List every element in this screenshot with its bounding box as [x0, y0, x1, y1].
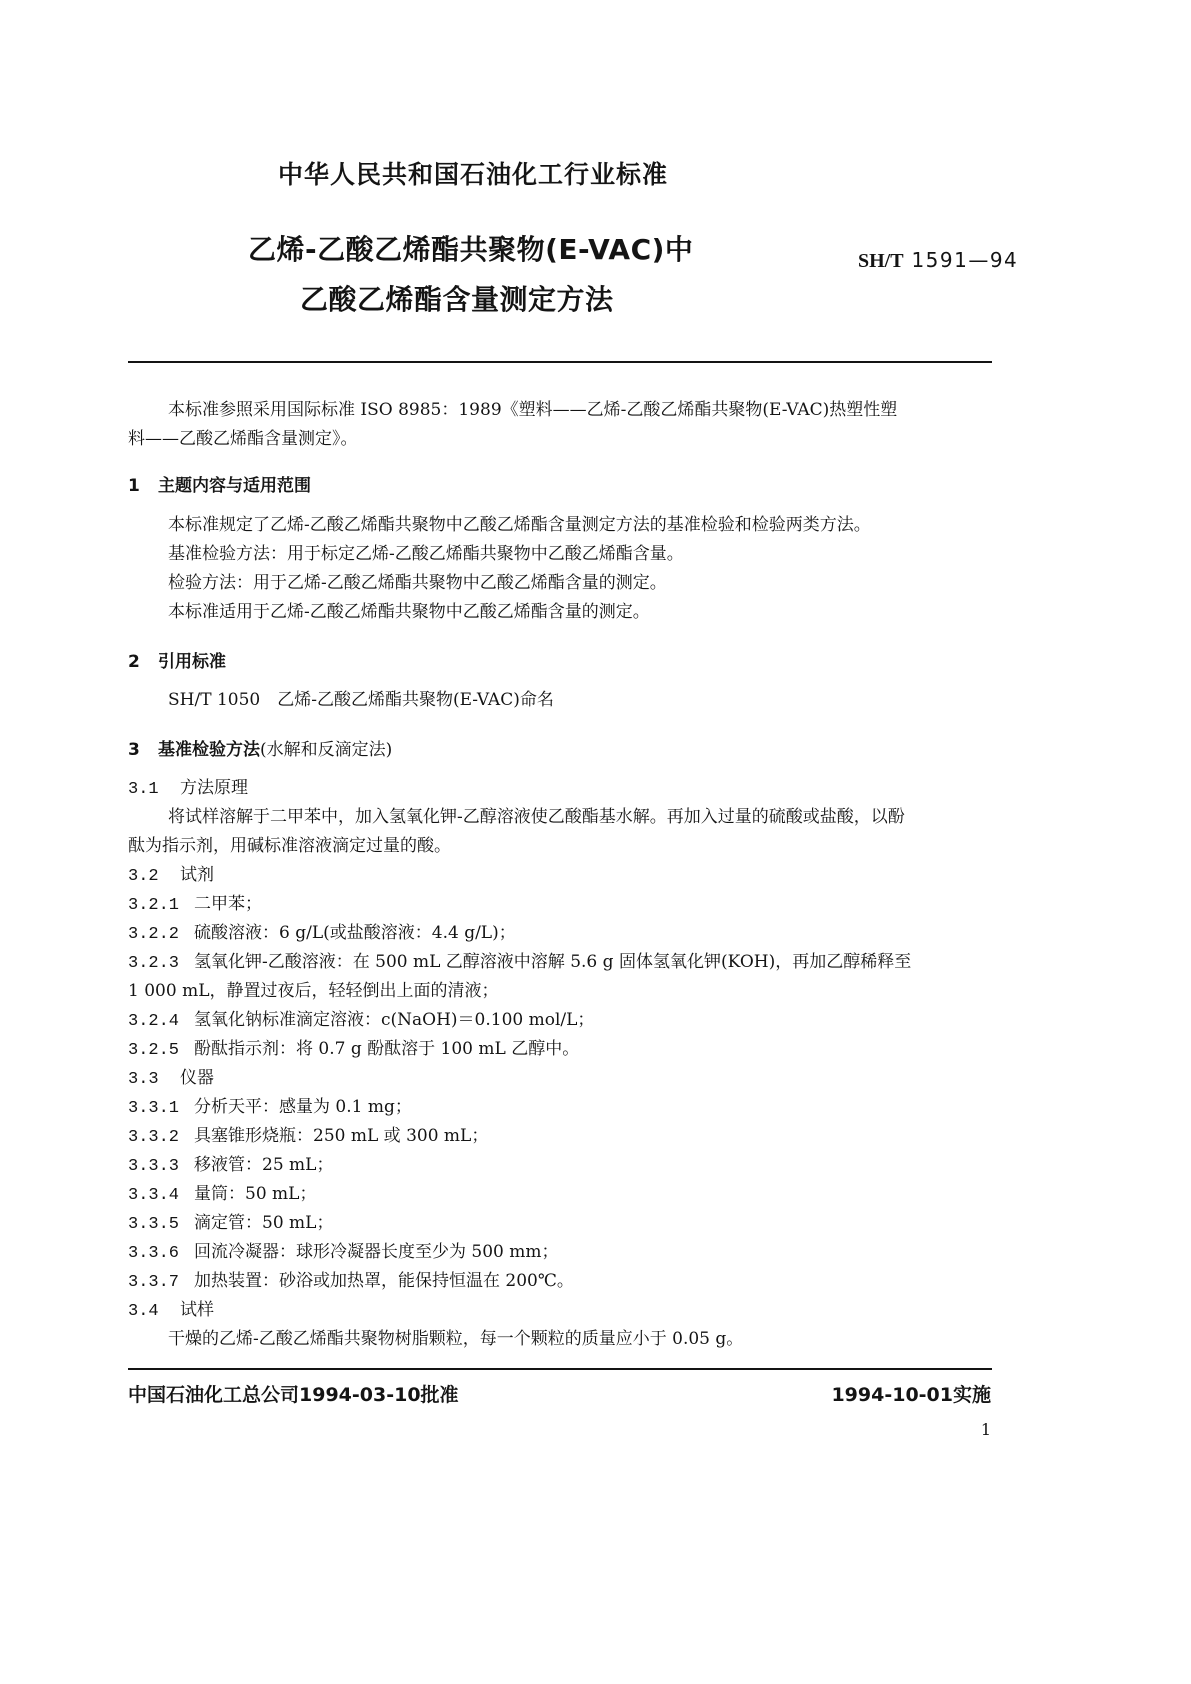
foreword-line2: 料——乙酸乙烯酯含量测定》。	[128, 429, 358, 449]
standard-code-number: 1591—94	[911, 248, 1019, 272]
document-title-line1: 乙烯-乙酸乙烯酯共聚物(E-VAC)中	[248, 233, 694, 266]
page-number: 1	[980, 1420, 991, 1439]
clause-3-3-7: 3.3.7 加热装置：砂浴或加热罩，能保持恒温在 200℃。	[128, 1271, 574, 1292]
clause-3-4-heading: 3.4 试样	[128, 1300, 214, 1321]
clause-3-3-2: 3.3.2 具塞锥形烧瓶：250 mL 或 300 mL；	[128, 1126, 489, 1147]
clause-3-2-1: 3.2.1 二甲苯；	[128, 894, 262, 915]
clause-3-3-4: 3.3.4 量筒：50 mL；	[128, 1184, 317, 1205]
clause-3-2-3-line2: 1 000 mL，静置过夜后，轻轻倒出上面的清液；	[128, 981, 499, 1001]
clause-3-1-line2: 酞为指示剂，用碱标准溶液滴定过量的酸。	[128, 836, 451, 856]
section-1-para1: 本标准规定了乙烯-乙酸乙烯酯共聚物中乙酸乙烯酯含量测定方法的基准检验和检验两类方法。	[168, 515, 871, 535]
clause-3-4-text: 干燥的乙烯-乙酸乙烯酯共聚物树脂颗粒，每一个颗粒的质量应小于 0.05 g。	[168, 1329, 744, 1349]
clause-3-1-line1: 将试样溶解于二甲苯中，加入氢氧化钾-乙醇溶液使乙酸酯基水解。再加入过量的硫酸或盐酸，以酚	[168, 807, 905, 827]
clause-3-3-5: 3.3.5 滴定管：50 mL；	[128, 1213, 334, 1234]
approval-statement: 中国石油化工总公司1994-03-10批准	[128, 1384, 459, 1406]
implementation-date: 1994-10-01实施	[831, 1384, 991, 1406]
header-rule	[128, 361, 992, 363]
referenced-standard: SH/T 1050 乙烯-乙酸乙烯酯共聚物(E-VAC)命名	[168, 690, 554, 710]
document-title-line2: 乙酸乙烯酯含量测定方法	[300, 283, 614, 316]
clause-3-2-4: 3.2.4 氢氧化钠标准滴定溶液：c(NaOH)＝0.100 mol/L；	[128, 1010, 595, 1031]
clause-3-3-6: 3.3.6 回流冷凝器：球形冷凝器长度至少为 500 mm；	[128, 1242, 559, 1263]
section-1-heading: 1 主题内容与适用范围	[128, 476, 311, 496]
clause-3-1-heading: 3.1 方法原理	[128, 778, 248, 799]
section-3-heading: 3 基准检验方法(水解和反滴定法)	[128, 740, 393, 760]
section-1-para4: 本标准适用于乙烯-乙酸乙烯酯共聚物中乙酸乙烯酯含量的测定。	[168, 602, 650, 622]
issuing-authority: 中华人民共和国石油化工行业标准	[278, 160, 669, 189]
standard-code-prefix: SH/T	[858, 250, 904, 272]
clause-3-3-heading: 3.3 仪器	[128, 1068, 214, 1089]
foreword-line1: 本标准参照采用国际标准 ISO 8985：1989《塑料——乙烯-乙酸乙烯酯共聚物(E-VAC)热塑性塑	[168, 400, 898, 420]
footer-rule	[128, 1368, 992, 1370]
standard-code	[858, 248, 1018, 273]
clause-3-3-1: 3.3.1 分析天平：感量为 0.1 mg；	[128, 1097, 412, 1118]
section-1-para2: 基准检验方法：用于标定乙烯-乙酸乙烯酯共聚物中乙酸乙烯酯含量。	[168, 544, 684, 564]
clause-3-2-5: 3.2.5 酚酞指示剂：将 0.7 g 酚酞溶于 100 mL 乙醇中。	[128, 1039, 580, 1060]
section-1-para3: 检验方法：用于乙烯-乙酸乙烯酯共聚物中乙酸乙烯酯含量的测定。	[168, 573, 667, 593]
clause-3-2-2: 3.2.2 硫酸溶液：6 g/L(或盐酸溶液：4.4 g/L)；	[128, 923, 516, 944]
section-2-heading: 2 引用标准	[128, 652, 226, 672]
clause-3-2-heading: 3.2 试剂	[128, 865, 214, 886]
clause-3-2-3-line1: 3.2.3 氢氧化钾-乙酸溶液：在 500 mL 乙醇溶液中溶解 5.6 g 固体氢氧化钾(KOH)，再加乙醇稀释至	[128, 952, 912, 973]
clause-3-3-3: 3.3.3 移液管：25 mL；	[128, 1155, 334, 1176]
